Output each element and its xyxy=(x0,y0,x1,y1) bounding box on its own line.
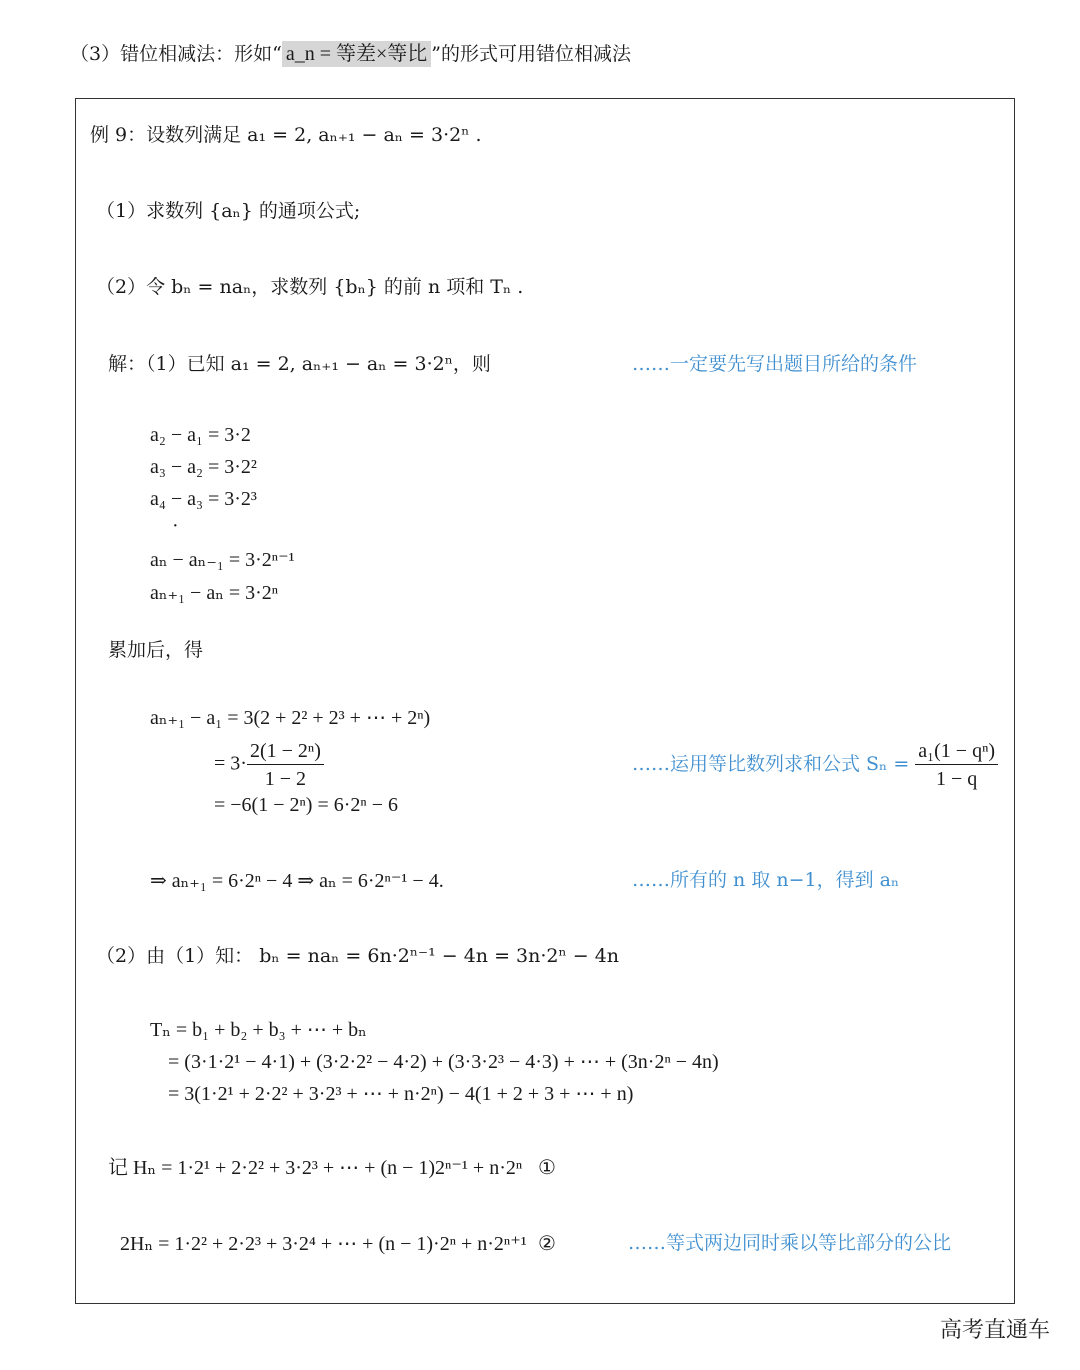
sum-line-2-prefix: = 3· xyxy=(214,752,247,775)
diff-line-3: a₄ − a₃ = 3·2³ xyxy=(150,488,257,510)
note-given-conditions: ……一定要先写出题目所给的条件 xyxy=(632,353,918,375)
example-title: 例 9：设数列满足 a₁ = 2, aₙ₊₁ − aₙ = 3·2ⁿ . xyxy=(90,124,482,146)
fraction-denominator: 1 − 2 xyxy=(264,768,307,790)
diff-line-2: a₃ − a₂ = 3·2² xyxy=(150,456,257,478)
geometric-fraction xyxy=(247,740,324,790)
t-line-3: = 3(1·2¹ + 2·2² + 3·2³ + ⋯ + n·2ⁿ) − 4(1 + 2 + 3 + ⋯ + n) xyxy=(168,1083,634,1105)
equation-mark-2: ② xyxy=(538,1233,556,1255)
note-geometric-sum xyxy=(632,740,998,790)
solution-intro: 解：（1）已知 a₁ = 2, aₙ₊₁ − aₙ = 3·2ⁿ，则 xyxy=(108,353,491,375)
heading-suffix: ”的形式可用错位相减法 xyxy=(431,43,631,65)
t-line-1: Tₙ = b₁ + b₂ + b₃ + ⋯ + bₙ xyxy=(150,1019,367,1041)
part2-bn: （2）由（1）知： bₙ = naₙ = 6n·2ⁿ⁻¹ − 4n = 3n·2ⁿ − 4n xyxy=(96,945,620,967)
equation-mark-1: ① xyxy=(538,1157,556,1179)
sn-formula-fraction xyxy=(915,740,998,790)
fraction-numerator: 2(1 − 2ⁿ) xyxy=(247,740,324,765)
h2-line: 2Hₙ = 1·2² + 2·2³ + 3·2⁴ + ⋯ + (n − 1)·2ⁿ + n·2ⁿ⁺¹ xyxy=(120,1233,527,1255)
question-2: （2）令 bₙ = naₙ，求数列 {bₙ} 的前 n 项和 Tₙ . xyxy=(96,276,524,298)
ellipsis-dot: · xyxy=(172,515,179,537)
sum-label: 累加后，得 xyxy=(108,639,204,661)
method-heading xyxy=(70,44,631,64)
sn-denominator: 1 − q xyxy=(936,768,978,790)
diff-line-1: a₂ − a₁ = 3·2 xyxy=(150,424,251,446)
sum-line-1: aₙ₊₁ − a₁ = 3(2 + 2² + 2³ + ⋯ + 2ⁿ) xyxy=(150,707,431,729)
note-multiply-ratio: ……等式两边同时乘以等比部分的公比 xyxy=(628,1232,952,1254)
heading-highlight: a_n = 等差×等比 xyxy=(282,41,431,67)
result-an: ⇒ aₙ₊₁ = 6·2ⁿ − 4 ⇒ aₙ = 6·2ⁿ⁻¹ − 4. xyxy=(150,870,444,892)
sum-line-2 xyxy=(214,740,324,790)
note-substitute-n: ……所有的 n 取 n−1，得到 aₙ xyxy=(632,869,900,891)
sn-numerator: a₁(1 − qⁿ) xyxy=(915,740,998,765)
heading-prefix: （3）错位相减法：形如“ xyxy=(70,43,282,65)
question-1: （1）求数列 {aₙ} 的通项公式; xyxy=(96,200,361,222)
diff-line-n: aₙ − aₙ₋₁ = 3·2ⁿ⁻¹ xyxy=(150,549,295,571)
h-line: 记 Hₙ = 1·2¹ + 2·2² + 3·2³ + ⋯ + (n − 1)2ⁿ⁻¹ + n·2ⁿ xyxy=(108,1157,523,1179)
note-geometric-text: ……运用等比数列求和公式 Sₙ = xyxy=(632,753,910,775)
watermark: 高考直通车 xyxy=(940,1318,1051,1343)
sum-line-3: = −6(1 − 2ⁿ) = 6·2ⁿ − 6 xyxy=(214,794,398,816)
t-line-2: = (3·1·2¹ − 4·1) + (3·2·2² − 4·2) + (3·3·2³ − 4·3) + ⋯ + (3n·2ⁿ − 4n) xyxy=(168,1051,719,1073)
diff-line-n1: aₙ₊₁ − aₙ = 3·2ⁿ xyxy=(150,582,279,604)
